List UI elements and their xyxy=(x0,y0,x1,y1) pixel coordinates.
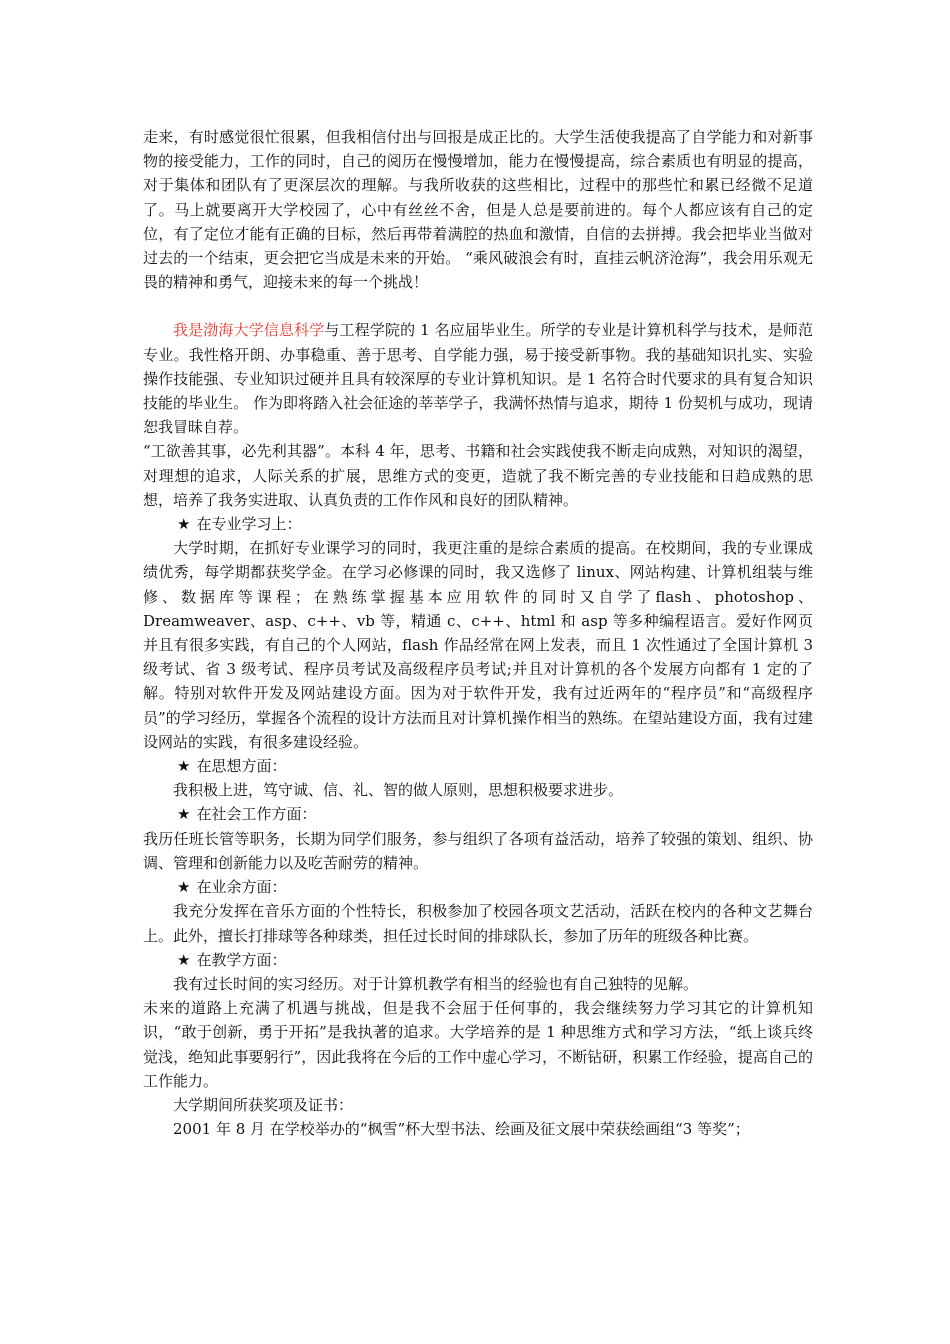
intro-paragraph: 走来，有时感觉很忙很累，但我相信付出与回报是成正比的。大学生活使我提高了自学能力和对新事物的接受能力，工作的同时，自己的阅历在慢慢增加，能力在慢慢提高，综合素质也有明显的提高，对于集体和团队有了更深层次的理解。与我所收获的这些相比，过程中的那些忙和累已经微不足道了。马上就要离开大学校园了，心中有丝丝不舍，但是人总是要前进的。每个人都应该有自己的定位，有了定位才能有正确的目标，然后再带着满腔的热血和激情，自信的去拼搏。我会把毕业当做对过去的一个结束，更会把它当成是未来的开始。 “乘风破浪会有时，直挂云帆济沧海”，我会用乐观无畏的精神和勇气，迎接未来的每一个挑战！ xyxy=(143,128,813,292)
heading-study-label: 在专业学习上： xyxy=(196,515,302,534)
highlighted-text: 我是渤海大学信息科学 xyxy=(173,321,325,340)
thought-paragraph: 我积极上进，笃守诚、信、礼、智的做人原则，思想积极要求进步。 xyxy=(173,781,624,800)
self-intro-text: 与工程学院的 1 名应届毕业生。所学的专业是计算机科学与技术，是师范专业。我性格开朗、办事稳重、善于思考、自学能力强，易于接受新事物。我的基础知识扎实、实验操作技能强、专业知识过硬并且具有较深厚的专业计算机知识。是 1 名符合时代要求的具有复合知识技能的毕业生。 作为即将踏入社会征途的莘莘学子，我满怀热情与追求，期待 1 份契机与成功，现请恕我冒昧自荐。 xyxy=(143,321,813,437)
star-icon: ★ xyxy=(177,950,191,969)
heading-teach xyxy=(143,948,813,972)
heading-thought xyxy=(143,754,813,778)
heading-hobby-label: 在业余方面： xyxy=(196,878,287,897)
star-icon: ★ xyxy=(177,805,191,824)
heading-social-label: 在社会工作方面： xyxy=(196,805,317,824)
star-icon: ★ xyxy=(177,515,191,534)
award-item: 2001 年 8 月 在学校举办的“枫雪”杯大型书法、绘画及征文展中荣获绘画组“3 等奖”； xyxy=(173,1120,750,1139)
heading-teach-label: 在教学方面： xyxy=(196,950,287,969)
social-paragraph: 我历任班长管等职务，长期为同学们服务，参与组织了各项有益活动，培养了较强的策划、组织、协调、管理和创新能力以及吃苦耐劳的精神。 xyxy=(143,829,813,872)
paragraph-gap xyxy=(143,294,813,318)
heading-study xyxy=(143,512,813,536)
heading-hobby xyxy=(143,875,813,899)
document-body xyxy=(143,125,813,1141)
heading-social xyxy=(143,802,813,826)
teach-paragraph: 我有过长时间的实习经历。对于计算机教学有相当的经验也有自己独特的见解。 xyxy=(173,974,699,993)
star-icon: ★ xyxy=(177,757,191,776)
star-icon: ★ xyxy=(177,878,191,897)
growth-paragraph: “工欲善其事，必先利其器”。本科 4 年，思考、书籍和社会实践使我不断走向成熟，对知识的渴望，对理想的追求，人际关系的扩展，思维方式的变更，造就了我不断完善的专业技能和日趋成熟的思想，培养了我务实进取、认真负责的工作作风和良好的团队精神。 xyxy=(143,442,813,509)
self-intro-paragraph xyxy=(143,318,813,439)
hobby-paragraph: 我充分发挥在音乐方面的个性特长，积极参加了校园各项文艺活动，活跃在校内的各种文艺舞台上。此外，擅长打排球等各种球类，担任过长时间的排球队长，参加了历年的班级各种比赛。 xyxy=(143,902,813,945)
heading-thought-label: 在思想方面： xyxy=(196,757,287,776)
future-paragraph: 未来的道路上充满了机遇与挑战，但是我不会屈于任何事的，我会继续努力学习其它的计算机知识，“敢于创新，勇于开拓”是我执著的追求。大学培养的是 1 种思维方式和学习方法，“纸上谈兵终觉浅，绝知此事要躬行”，因此我将在今后的工作中虚心学习，不断钻研，积累工作经验，提高自己的工作能力。 xyxy=(143,999,813,1090)
awards-title: 大学期间所获奖项及证书： xyxy=(173,1095,354,1114)
study-paragraph: 大学时期，在抓好专业课学习的同时，我更注重的是综合素质的提高。在校期间，我的专业课成绩优秀，每学期都获奖学金。在学习必修课的同时，我又选修了 linux、网站构建、计算机组装与维修、数据库等课程；在熟练掌握基本应用软件的同时又自学了flash、photoshop、Dreamweaver、asp、c++、vb 等，精通 c、c++、html 和 asp 等多种编程语言。爱好作网页并且有很多实践，有自己的个人网站，flash 作品经常在网上发表，而且 1 次性通过了全国计算机 3 级考试、省 3 级考试、程序员考试及高级程序员考试;并且对计算机的各个发展方向都有 1 定的了解。特别对软件开发及网站建设方面。因为对于软件开发，我有过近两年的“程序员”和“高级程序员”的学习经历，掌握各个流程的设计方法而且对计算机操作相当的熟练。在望站建设方面，我有过建设网站的实践，有很多建设经验。 xyxy=(143,539,813,751)
